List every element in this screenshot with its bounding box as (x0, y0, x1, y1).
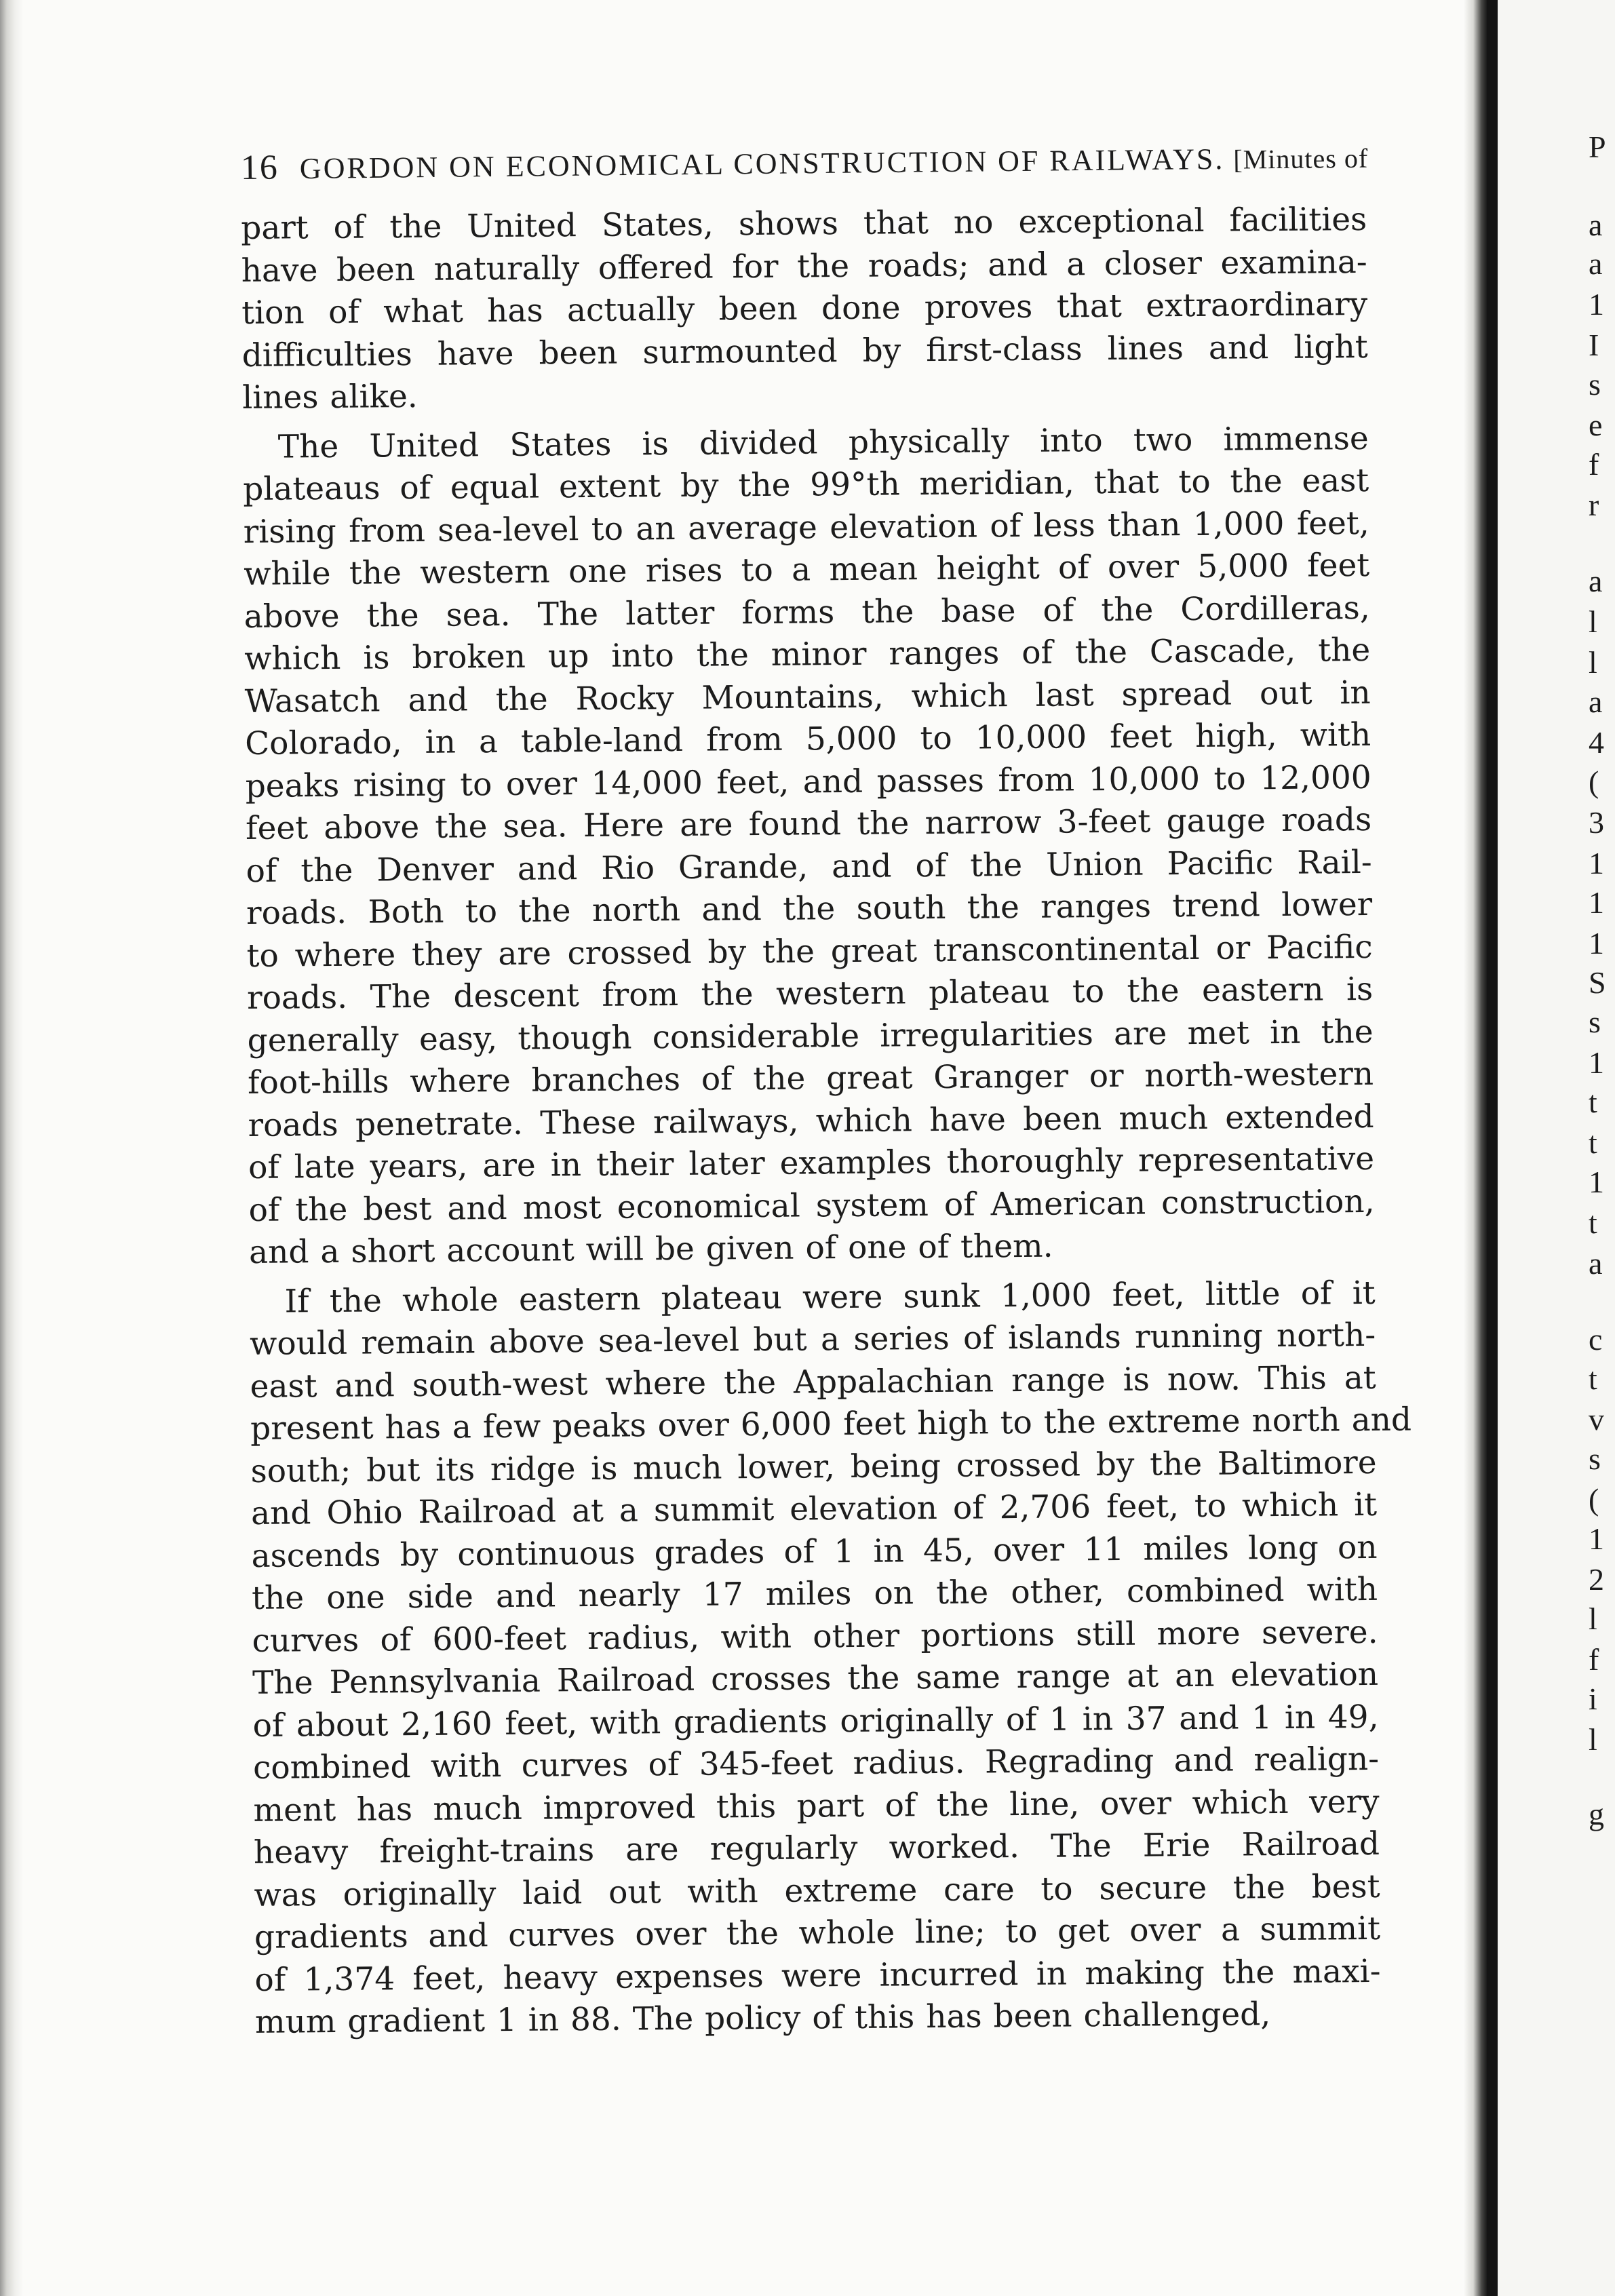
text-line: roads. Both to the north and the south the ranges trend lower (246, 885, 1373, 932)
text-line: would remain above sea-level but a series of islands running north- (249, 1316, 1376, 1363)
facing-page-letter: t (1589, 1361, 1597, 1396)
paragraph (241, 199, 1368, 420)
book-gutter (1487, 0, 1498, 2296)
text-line: Wasatch and the Rocky Mountains, which last spread out in (244, 674, 1371, 720)
running-head-bracket: [Minutes of (1233, 142, 1369, 175)
text-line: present has a few peaks over 6,000 feet high to the extreme north and (250, 1401, 1412, 1447)
facing-page-letter: 4 (1589, 725, 1604, 760)
facing-page-letter: 1 (1589, 287, 1604, 322)
text-line: difficulties have been surmounted by first-class lines and light (241, 328, 1368, 374)
facing-page-letter: i (1589, 1681, 1597, 1716)
text-line: combined with curves of 345-feet radius. Regrading and realign- (252, 1740, 1380, 1787)
facing-page-letter: 2 (1589, 1562, 1604, 1597)
page-edge-shadow (0, 0, 23, 2296)
text-line: of 1,374 feet, heavy expenses were incurred in making the maxi- (254, 1952, 1381, 1999)
text-line: generally easy, though considerable irregularities are met in the (247, 1013, 1374, 1059)
paragraph (243, 417, 1376, 1274)
text-line: heavy freight-trains are regularly worked. The Erie Railroad (253, 1825, 1380, 1871)
facing-page-letter: S (1589, 965, 1606, 1000)
text-line: to where they are crossed by the great transcontinental or Pacific (246, 928, 1373, 975)
text-line: roads penetrate. These railways, which have been much extended (248, 1097, 1374, 1144)
facing-page-letter: f (1589, 1642, 1599, 1677)
text-line: the one side and nearly 17 miles on the other, combined with (251, 1570, 1378, 1617)
facing-page-letter: t (1589, 1085, 1597, 1119)
facing-page-letter: s (1589, 367, 1601, 402)
text-line: east and south-west where the Appalachian range is now. This at (250, 1359, 1376, 1405)
facing-page-letter: 1 (1589, 1165, 1604, 1199)
text-line: of about 2,160 feet, with gradients originally of 1 in 37 and 1 in 49, (252, 1698, 1379, 1745)
text-line: tion of what has actually been done proves that extraordinary (241, 285, 1368, 332)
facing-page-letter: 1 (1589, 885, 1604, 920)
text-line: ascends by continuous grades of 1 in 45, over 11 miles long on (251, 1528, 1378, 1575)
facing-page-letter: 1 (1589, 846, 1604, 880)
book-gutter-shadow (1464, 0, 1487, 2296)
facing-page-letter: P (1589, 130, 1606, 164)
facing-page-letter: g (1589, 1797, 1604, 1831)
facing-page-letter: 3 (1589, 805, 1604, 840)
facing-page-letter: a (1589, 564, 1603, 598)
page-number: 16 (240, 148, 279, 187)
text-line: lines alike. (241, 377, 418, 416)
text-line: peaks rising to over 14,000 feet, and passes from 10,000 to 12,000 (245, 758, 1371, 805)
facing-page-letter: a (1589, 1246, 1603, 1281)
facing-page-letter: s (1589, 1005, 1601, 1039)
text-line: south; but its ridge is much lower, being crossed by the Baltimore (250, 1443, 1377, 1490)
text-line: curves of 600-feet radius, with other portions still more severe. (252, 1613, 1378, 1660)
text-line: plateaus of equal extent by the 99°th meridian, that to the east (243, 461, 1369, 508)
facing-page-letter: s (1589, 1441, 1601, 1476)
facing-page-letter: v (1589, 1402, 1604, 1437)
text-line: have been naturally offered for the roads; and a closer examina- (241, 243, 1367, 290)
text-line: ment has much improved this part of the line, over which very (253, 1783, 1380, 1829)
text-line: of the Denver and Rio Grande, and of the Union Pacific Rail- (246, 843, 1372, 890)
facing-page-letter: e (1589, 408, 1603, 442)
text-line: Colorado, in a table-land from 5,000 to 10,000 feet high, with (244, 716, 1371, 762)
facing-page-letter: a (1589, 246, 1603, 281)
facing-page-letter: f (1589, 447, 1599, 482)
text-line: which is broken up into the minor ranges of the Cascade, the (244, 631, 1371, 678)
running-head (241, 136, 1367, 202)
text-line: roads. The descent from the western plateau to the eastern is (246, 970, 1374, 1017)
facing-page-letter: ( (1589, 1482, 1599, 1517)
body-text (241, 199, 1412, 2044)
facing-page-letter: ( (1589, 764, 1599, 799)
text-line: above the sea. The latter forms the base of the Cordilleras, (244, 589, 1370, 636)
paragraph (249, 1272, 1412, 2044)
facing-page-letter: l (1589, 604, 1597, 639)
facing-page-letter: 1 (1589, 1521, 1604, 1556)
text-line: while the western one rises to a mean height of over 5,000 feet (244, 546, 1370, 593)
facing-page-letter: 1 (1589, 926, 1604, 960)
running-title: GORDON ON ECONOMICAL CONSTRUCTION OF RAILWAYS. (299, 142, 1225, 186)
text-line: foot-hills where branches of the great Granger or north-western (247, 1055, 1374, 1102)
facing-page-letter: a (1589, 208, 1603, 242)
text-line: was originally laid out with extreme care to secure the best (254, 1867, 1380, 1914)
facing-page-letter: l (1589, 1722, 1597, 1757)
text-line: mum gradient 1 in 88. The policy of this has been challenged, (254, 1996, 1271, 2041)
text-line: If the whole eastern plateau were sunk 1,000 feet, little of it (284, 1274, 1376, 1321)
facing-page-letter: l (1589, 1601, 1597, 1636)
text-line: The Pennsylvania Railroad crosses the same range at an elevation (252, 1655, 1379, 1702)
facing-page-letter: 1 (1589, 1045, 1604, 1080)
facing-page-letter: l (1589, 645, 1597, 680)
text-line: gradients and curves over the whole line; to get over a summit (254, 1909, 1381, 1956)
text-line: and Ohio Railroad at a summit elevation of 2,706 feet, to which it (250, 1485, 1378, 1532)
facing-page-letter: r (1589, 488, 1599, 522)
facing-page-letter: t (1589, 1205, 1597, 1240)
text-line: and a short account will be given of one of them. (248, 1227, 1053, 1271)
text-line: rising from sea-level to an average elevation of less than 1,000 feet, (243, 504, 1369, 551)
text-line: of late years, are in their later examples thoroughly representative (248, 1140, 1375, 1186)
text-line: part of the United States, shows that no exceptional facilities (241, 200, 1367, 247)
facing-page-letter: I (1589, 328, 1599, 362)
text-line: of the best and most economical system of American construction, (248, 1182, 1375, 1229)
text-line: The United States is divided physically into two immense (277, 419, 1369, 466)
page-content (240, 142, 1412, 2051)
facing-page-letter: t (1589, 1125, 1597, 1160)
facing-page-letter: c (1589, 1322, 1603, 1357)
text-line: feet above the sea. Here are found the narrow 3-feet gauge roads (245, 800, 1372, 847)
facing-page-letter: a (1589, 684, 1603, 719)
